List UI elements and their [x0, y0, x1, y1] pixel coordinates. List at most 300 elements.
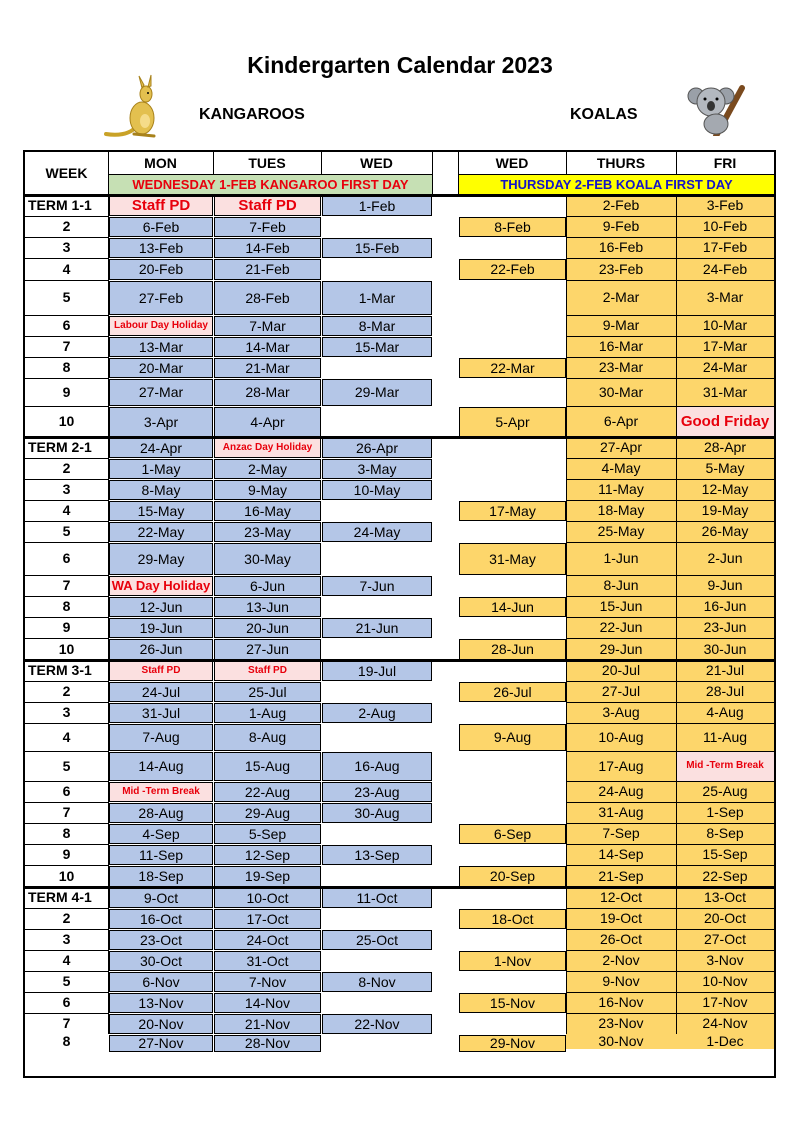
kangaroo-day-cell: 15-Aug: [214, 752, 321, 781]
kangaroo-day-cell: 6-Jun: [214, 576, 321, 596]
kangaroo-day-cell: 25-Jul: [214, 682, 321, 702]
grid-vline: [321, 152, 322, 174]
week-number: 3: [62, 481, 71, 498]
holiday-cell: Mid -Term Break: [109, 782, 213, 802]
week-number: 5: [62, 973, 71, 990]
grid-hline: [566, 802, 774, 803]
kangaroo-day-cell: 7-Feb: [214, 217, 321, 237]
grid-hline: [25, 781, 108, 782]
week-number: 8: [62, 825, 71, 842]
kangaroo-day-cell: 14-Nov: [214, 993, 321, 1013]
grid-vline: [566, 195, 567, 1034]
kangaroo-day-cell: 10-May: [322, 480, 432, 500]
kangaroo-day-cell: 25-Oct: [322, 930, 432, 950]
grid-hline: [25, 929, 108, 930]
kangaroo-day-cell: 14-Mar: [214, 337, 321, 357]
kangaroo-day-cell: 22-Nov: [322, 1014, 432, 1034]
koala-day-cell: 10-Aug: [566, 723, 676, 751]
koala-day-cell: 25-Aug: [676, 781, 774, 802]
koala-day-cell: 3-Nov: [676, 950, 774, 971]
grid-hline: [566, 751, 774, 752]
kangaroo-day-cell: 24-Jul: [109, 682, 213, 702]
holiday-cell: Mid -Term Break: [676, 751, 774, 781]
week-number: 5: [62, 757, 71, 774]
grid-hline: [25, 315, 108, 316]
koala-day-cell: 16-Feb: [566, 237, 676, 258]
grid-hline: [25, 844, 108, 845]
koala-day-cell: 5-May: [676, 458, 774, 479]
kangaroo-day-cell: 13-Jun: [214, 597, 321, 617]
koala-day-cell: 14-Sep: [566, 844, 676, 865]
kangaroo-day-cell: 20-Nov: [109, 1014, 213, 1034]
grid-vline: [458, 152, 459, 195]
kangaroo-day-cell: 13-Nov: [109, 993, 213, 1013]
koala-day-cell: 3-Aug: [566, 702, 676, 723]
grid-hline: [566, 575, 774, 576]
grid-hline: [566, 723, 774, 724]
kangaroo-day-cell: 24-Oct: [214, 930, 321, 950]
header-wed-koala: WED: [495, 154, 529, 171]
week-number: 10: [58, 413, 75, 430]
kangaroo-day-cell: 15-Mar: [322, 337, 432, 357]
koala-day-cell: 6-Sep: [459, 824, 566, 844]
week-number: 4: [62, 502, 71, 519]
koala-day-cell: 15-Nov: [459, 993, 566, 1013]
page-title: Kindergarten Calendar 2023: [247, 52, 553, 78]
koala-day-cell: 18-May: [566, 500, 676, 521]
koala-day-cell: 24-Mar: [676, 357, 774, 378]
week-number: 6: [62, 550, 71, 567]
kangaroo-day-cell: 23-Aug: [322, 782, 432, 802]
header-wed-kangaroo: WED: [360, 154, 393, 171]
grid-hline: [25, 378, 108, 379]
koala-day-cell: 3-Feb: [676, 195, 774, 216]
grid-hline: [25, 194, 774, 197]
grid-hline: [25, 542, 108, 543]
kangaroo-day-cell: 1-Feb: [322, 196, 432, 216]
koala-day-cell: 10-Mar: [676, 315, 774, 336]
kangaroo-day-cell: 28-Nov: [214, 1035, 321, 1052]
grid-hline: [566, 865, 774, 866]
koala-day-cell: 9-Aug: [459, 724, 566, 751]
koala-day-cell: 9-Feb: [566, 216, 676, 237]
koala-day-cell: 22-Jun: [566, 617, 676, 638]
week-number: 10: [58, 867, 75, 884]
koala-day-cell: 31-May: [459, 543, 566, 575]
koala-day-cell: 23-Feb: [566, 258, 676, 280]
koala-day-cell: 18-Oct: [459, 909, 566, 929]
kangaroo-day-cell: 27-Feb: [109, 281, 213, 315]
term-label: TERM 1-1: [28, 197, 92, 214]
kangaroo-day-cell: 27-Mar: [109, 379, 213, 406]
koala-day-cell: 23-Mar: [566, 357, 676, 378]
koala-day-cell: 8-Feb: [459, 217, 566, 237]
grid-hline: [25, 479, 108, 480]
kangaroo-day-cell: 13-Feb: [109, 238, 213, 258]
koala-day-cell: 11-Aug: [676, 723, 774, 751]
kangaroo-day-cell: 13-Mar: [109, 337, 213, 357]
koala-day-cell: 22-Mar: [459, 358, 566, 378]
holiday-cell: Labour Day Holiday: [109, 316, 213, 336]
kangaroo-day-cell: 7-Mar: [214, 316, 321, 336]
kangaroo-first-day-banner: WEDNESDAY 1-FEB KANGAROO FIRST DAY: [109, 175, 432, 195]
week-number: 9: [62, 619, 71, 636]
koala-day-cell: 3-Mar: [676, 280, 774, 315]
grid-vline: [108, 152, 109, 1034]
kangaroo-day-cell: 30-Aug: [322, 803, 432, 823]
grid-hline: [25, 436, 774, 439]
koala-day-cell: 5-Apr: [459, 407, 566, 437]
kangaroo-day-cell: 18-Sep: [109, 866, 213, 887]
grid-hline: [566, 315, 774, 316]
week-number: 2: [62, 683, 71, 700]
grid-hline: [25, 702, 108, 703]
kangaroo-day-cell: 23-May: [214, 522, 321, 542]
koala-day-cell: 23-Jun: [676, 617, 774, 638]
kangaroo-day-cell: 3-May: [322, 459, 432, 479]
kangaroo-day-cell: 19-Sep: [214, 866, 321, 887]
grid-vline: [676, 195, 677, 1034]
holiday-cell: Anzac Day Holiday: [214, 438, 321, 458]
kangaroo-day-cell: 28-Feb: [214, 281, 321, 315]
kangaroo-day-cell: 11-Oct: [322, 888, 432, 908]
grid-hline: [25, 258, 108, 259]
koala-day-cell: 26-Oct: [566, 929, 676, 950]
grid-hline: [25, 575, 108, 576]
week-number: 6: [62, 994, 71, 1011]
grid-hline: [566, 500, 774, 501]
kangaroo-day-cell: 28-Aug: [109, 803, 213, 823]
koala-day-cell: 2-Jun: [676, 542, 774, 575]
koala-day-cell: 26-Jul: [459, 682, 566, 702]
kangaroo-day-cell: 6-Feb: [109, 217, 213, 237]
grid-hline: [25, 336, 108, 337]
grid-hline: [25, 802, 108, 803]
koala-day-cell: 23-Nov: [566, 1013, 676, 1034]
koala-day-cell: 16-Jun: [676, 596, 774, 617]
grid-hline: [25, 723, 108, 724]
week-number: 4: [62, 728, 71, 745]
koala-day-cell: 29-Jun: [566, 638, 676, 660]
grid-hline: [25, 596, 108, 597]
kangaroo-day-cell: 21-Nov: [214, 1014, 321, 1034]
grid-vline: [432, 152, 433, 195]
kangaroo-day-cell: 8-Mar: [322, 316, 432, 336]
koala-day-cell: 13-Oct: [676, 887, 774, 908]
kangaroo-day-cell: 4-Sep: [109, 824, 213, 844]
grid-hline: [566, 357, 774, 358]
koala-day-cell: 20-Sep: [459, 866, 566, 887]
kangaroo-day-cell: 20-Jun: [214, 618, 321, 638]
kangaroo-day-cell: 26-Apr: [322, 438, 432, 458]
koala-day-cell: 15-Jun: [566, 596, 676, 617]
kangaroo-day-cell: 24-May: [322, 522, 432, 542]
koala-day-cell: 9-Jun: [676, 575, 774, 596]
grid-hline: [566, 378, 774, 379]
header-thurs: THURS: [596, 154, 646, 171]
week-number: 5: [62, 289, 71, 306]
week-number: 2: [62, 218, 71, 235]
grid-hline: [566, 681, 774, 682]
kangaroo-day-cell: 27-Jun: [214, 639, 321, 660]
kangaroo-day-cell: 29-Aug: [214, 803, 321, 823]
koala-day-cell: 28-Apr: [676, 437, 774, 458]
koala-day-cell: 2-Mar: [566, 280, 676, 315]
kangaroo-day-cell: 16-Aug: [322, 752, 432, 781]
grid-hline: [25, 751, 108, 752]
kangaroo-day-cell: 1-Mar: [322, 281, 432, 315]
koala-day-cell: 9-Nov: [566, 971, 676, 992]
koala-day-cell: 7-Sep: [566, 823, 676, 844]
staff-pd-cell: Staff PD: [214, 661, 321, 681]
kangaroo-day-cell: 20-Feb: [109, 259, 213, 280]
koala-day-cell: 10-Feb: [676, 216, 774, 237]
koala-day-cell: 24-Nov: [676, 1013, 774, 1034]
koala-day-cell: 4-May: [566, 458, 676, 479]
koala-day-cell: 28-Jun: [459, 639, 566, 660]
grid-hline: [566, 258, 774, 259]
grid-hline: [566, 521, 774, 522]
kangaroo-day-cell: 24-Apr: [109, 438, 213, 458]
kangaroo-day-cell: 7-Jun: [322, 576, 432, 596]
kangaroo-day-cell: 8-Nov: [322, 972, 432, 992]
koala-day-cell: 22-Feb: [459, 259, 566, 280]
grid-hline: [25, 659, 774, 662]
grid-hline: [25, 886, 774, 889]
kangaroo-day-cell: 15-May: [109, 501, 213, 521]
kangaroo-day-cell: 21-Mar: [214, 358, 321, 378]
grid-hline: [25, 521, 108, 522]
kangaroo-day-cell: 29-Mar: [322, 379, 432, 406]
week-number: 3: [62, 239, 71, 256]
kangaroo-day-cell: 10-Oct: [214, 888, 321, 908]
staff-pd-cell: Staff PD: [109, 196, 213, 216]
koala-day-cell: 21-Sep: [566, 865, 676, 887]
grid-hline: [25, 992, 108, 993]
kangaroo-day-cell: 6-Nov: [109, 972, 213, 992]
week-number: 5: [62, 523, 71, 540]
week-number: 9: [62, 846, 71, 863]
kangaroo-day-cell: 16-Oct: [109, 909, 213, 929]
grid-hline: [566, 992, 774, 993]
kangaroo-day-cell: 2-May: [214, 459, 321, 479]
grid-hline: [458, 174, 774, 175]
grid-hline: [566, 280, 774, 281]
grid-hline: [25, 950, 108, 951]
header-week: WEEK: [45, 165, 88, 182]
week-number: 3: [62, 704, 71, 721]
koala-day-cell: 1-Dec: [676, 1034, 774, 1049]
kangaroo-day-cell: 9-May: [214, 480, 321, 500]
koala-day-cell: 31-Mar: [676, 378, 774, 406]
koala-day-cell: 1-Sep: [676, 802, 774, 823]
kangaroo-day-cell: 30-May: [214, 543, 321, 575]
koala-day-cell: 17-Mar: [676, 336, 774, 357]
kangaroo-day-cell: 12-Sep: [214, 845, 321, 865]
koala-day-cell: 17-May: [459, 501, 566, 521]
grid-hline: [108, 174, 432, 175]
grid-hline: [25, 638, 108, 639]
grid-hline: [566, 844, 774, 845]
kangaroo-day-cell: 14-Aug: [109, 752, 213, 781]
grid-hline: [25, 908, 108, 909]
kangaroo-day-cell: 8-May: [109, 480, 213, 500]
koala-day-cell: 27-Oct: [676, 929, 774, 950]
grid-hline: [566, 237, 774, 238]
kangaroo-day-cell: 1-Aug: [214, 703, 321, 723]
grid-hline: [25, 357, 108, 358]
koala-day-cell: 20-Oct: [676, 908, 774, 929]
koala-day-cell: 11-May: [566, 479, 676, 500]
koala-day-cell: 16-Nov: [566, 992, 676, 1013]
week-number: 2: [62, 910, 71, 927]
koala-day-cell: 14-Jun: [459, 597, 566, 617]
koala-day-cell: 31-Aug: [566, 802, 676, 823]
kangaroo-day-cell: 19-Jul: [322, 661, 432, 681]
grid-vline: [566, 152, 567, 174]
header-fri: FRI: [713, 154, 737, 171]
grid-hline: [25, 500, 108, 501]
grid-hline: [566, 336, 774, 337]
holiday-cell: Good Friday: [676, 406, 774, 437]
koala-day-cell: 8-Sep: [676, 823, 774, 844]
kangaroo-day-cell: 15-Feb: [322, 238, 432, 258]
grid-hline: [566, 479, 774, 480]
grid-hline: [25, 280, 108, 281]
week-number: 8: [62, 359, 71, 376]
kangaroos-label: KANGAROOS: [199, 106, 305, 123]
koala-day-cell: 1-Jun: [566, 542, 676, 575]
grid-hline: [25, 865, 108, 866]
week-number: 7: [62, 338, 71, 355]
grid-hline: [566, 542, 774, 543]
grid-hline: [25, 216, 108, 217]
week-number: 10: [58, 640, 75, 657]
koala-day-cell: 15-Sep: [676, 844, 774, 865]
grid-hline: [566, 1013, 774, 1014]
koala-day-cell: 28-Jul: [676, 681, 774, 702]
koala-day-cell: 24-Aug: [566, 781, 676, 802]
koala-icon: [686, 84, 746, 136]
kangaroo-day-cell: 26-Jun: [109, 639, 213, 660]
koala-day-cell: 22-Sep: [676, 865, 774, 887]
holiday-cell: WA Day Holiday: [109, 576, 213, 596]
kangaroo-day-cell: 5-Sep: [214, 824, 321, 844]
koala-day-cell: 10-Nov: [676, 971, 774, 992]
kangaroo-day-cell: 21-Feb: [214, 259, 321, 280]
grid-hline: [566, 406, 774, 407]
week-number: 7: [62, 804, 71, 821]
kangaroo-day-cell: 21-Jun: [322, 618, 432, 638]
grid-hline: [566, 216, 774, 217]
koala-day-cell: 25-May: [566, 521, 676, 542]
koala-day-cell: 2-Feb: [566, 195, 676, 216]
koala-day-cell: 27-Apr: [566, 437, 676, 458]
kangaroo-day-cell: 30-Oct: [109, 951, 213, 971]
grid-hline: [25, 681, 108, 682]
koala-day-cell: 8-Jun: [566, 575, 676, 596]
koala-day-cell: 17-Feb: [676, 237, 774, 258]
koala-day-cell: 27-Jul: [566, 681, 676, 702]
week-number: 4: [62, 952, 71, 969]
grid-hline: [566, 823, 774, 824]
koala-first-day-banner: THURSDAY 2-FEB KOALA FIRST DAY: [459, 175, 774, 195]
koala-day-cell: 30-Nov: [566, 1034, 676, 1049]
staff-pd-cell: Staff PD: [109, 661, 213, 681]
grid-hline: [566, 596, 774, 597]
calendar-table: [23, 150, 776, 1078]
week-number: 9: [62, 383, 71, 400]
grid-hline: [566, 617, 774, 618]
kangaroo-day-cell: 12-Jun: [109, 597, 213, 617]
kangaroo-day-cell: 31-Oct: [214, 951, 321, 971]
grid-hline: [566, 781, 774, 782]
kangaroo-day-cell: 8-Aug: [214, 724, 321, 751]
koala-day-cell: 19-May: [676, 500, 774, 521]
grid-hline: [25, 971, 108, 972]
kangaroo-day-cell: 1-May: [109, 459, 213, 479]
koala-day-cell: 2-Nov: [566, 950, 676, 971]
term-label: TERM 2-1: [28, 439, 92, 456]
kangaroo-day-cell: 20-Mar: [109, 358, 213, 378]
grid-vline: [213, 152, 214, 174]
week-number: 2: [62, 460, 71, 477]
koala-day-cell: 12-May: [676, 479, 774, 500]
kangaroo-day-cell: 22-Aug: [214, 782, 321, 802]
koala-day-cell: 21-Jul: [676, 660, 774, 681]
week-number: 6: [62, 317, 71, 334]
kangaroo-day-cell: 17-Oct: [214, 909, 321, 929]
kangaroo-day-cell: 31-Jul: [109, 703, 213, 723]
koala-day-cell: 29-Nov: [459, 1035, 566, 1052]
header-tues: TUES: [248, 154, 286, 171]
term-label: TERM 4-1: [28, 889, 92, 906]
week-number: 8: [62, 598, 71, 615]
header-mon: MON: [144, 154, 177, 171]
koala-day-cell: 4-Aug: [676, 702, 774, 723]
kangaroo-day-cell: 27-Nov: [109, 1035, 213, 1052]
grid-hline: [566, 929, 774, 930]
grid-hline: [566, 950, 774, 951]
koala-day-cell: 26-May: [676, 521, 774, 542]
week-number: 6: [62, 783, 71, 800]
grid-hline: [566, 702, 774, 703]
kangaroo-day-cell: 19-Jun: [109, 618, 213, 638]
kangaroo-day-cell: 2-Aug: [322, 703, 432, 723]
grid-hline: [566, 458, 774, 459]
kangaroo-day-cell: 13-Sep: [322, 845, 432, 865]
koala-day-cell: 17-Aug: [566, 751, 676, 781]
koala-day-cell: 19-Oct: [566, 908, 676, 929]
grid-hline: [25, 617, 108, 618]
kangaroo-day-cell: 16-May: [214, 501, 321, 521]
staff-pd-cell: Staff PD: [214, 196, 321, 216]
week-number: 3: [62, 931, 71, 948]
koala-day-cell: 17-Nov: [676, 992, 774, 1013]
grid-hline: [566, 971, 774, 972]
kangaroo-day-cell: 4-Apr: [214, 407, 321, 437]
grid-hline: [25, 1013, 108, 1014]
week-number: 8: [62, 1034, 71, 1049]
kangaroo-day-cell: 7-Nov: [214, 972, 321, 992]
koala-day-cell: 16-Mar: [566, 336, 676, 357]
koala-day-cell: 24-Feb: [676, 258, 774, 280]
kangaroo-day-cell: 22-May: [109, 522, 213, 542]
kangaroo-day-cell: 9-Oct: [109, 888, 213, 908]
week-number: 7: [62, 577, 71, 594]
grid-hline: [25, 406, 108, 407]
koala-day-cell: 9-Mar: [566, 315, 676, 336]
